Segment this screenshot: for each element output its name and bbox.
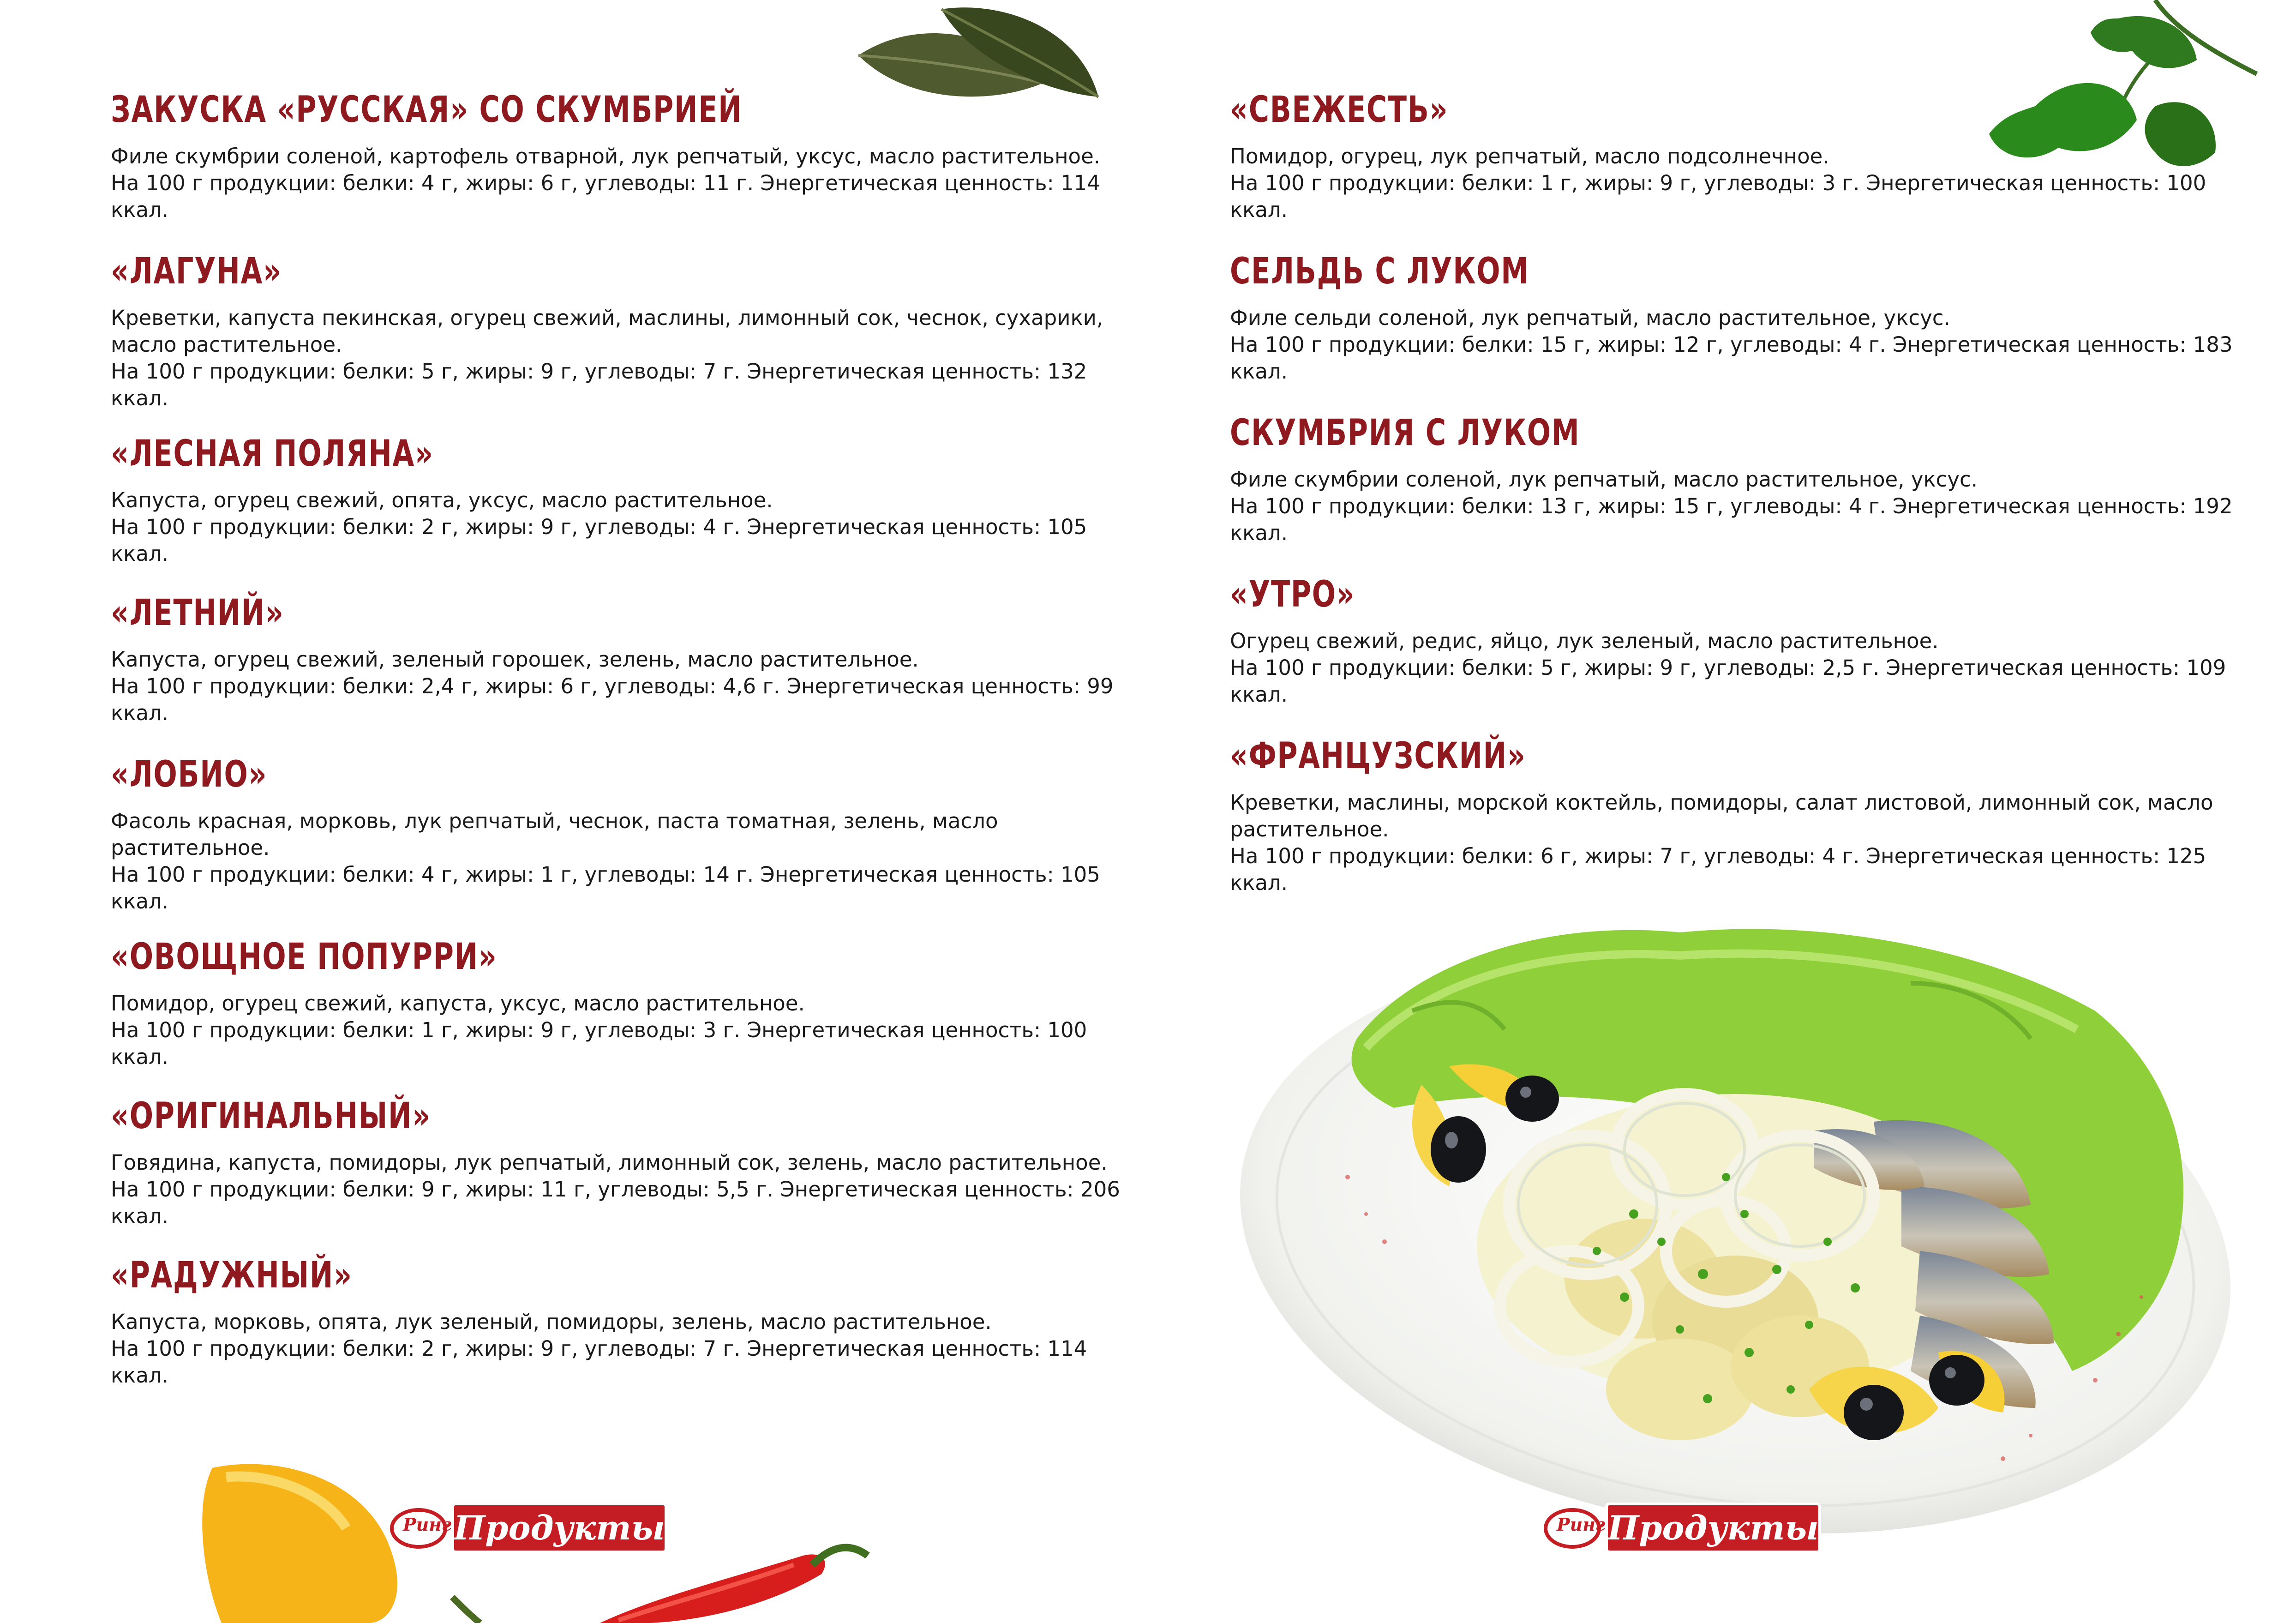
menu-item-ingredients: Филе скумбрии соленой, картофель отварной, лук репчатый, уксус, масло растительное. <box>111 144 1101 168</box>
menu-item-nutrition: На 100 г продукции: белки: 4 г, жиры: 6 г, углеводы: 11 г. Энергетическая ценность: 114 ккал. <box>111 171 1100 222</box>
menu-item-ingredients: Фасоль красная, морковь, лук репчатый, чеснок, паста томатная, зелень, масло растительное. <box>111 809 998 860</box>
brand-logo-left <box>390 1500 671 1556</box>
menu-item-title: «ЛЕТНИЙ» <box>111 592 284 634</box>
menu-item-nutrition: На 100 г продукции: белки: 13 г, жиры: 15 г, углеводы: 4 г. Энергетическая ценность: 192 ккал. <box>1230 494 2233 545</box>
menu-item <box>1230 572 2268 708</box>
menu-item-ingredients: Капуста, морковь, опята, лук зеленый, помидоры, зелень, масло растительное. <box>111 1310 992 1334</box>
menu-item-ingredients: Креветки, капуста пекинская, огурец свежий, маслины, лимонный сок, чеснок, сухарики, масло растительное. <box>111 306 1103 357</box>
ring-logo-text: Ринг <box>1557 1514 1606 1535</box>
menu-item <box>111 591 1149 727</box>
menu-item-nutrition: На 100 г продукции: белки: 5 г, жиры: 9 г, углеводы: 2,5 г. Энергетическая ценность: 109 ккал. <box>1230 655 2226 707</box>
menu-item <box>111 88 1149 223</box>
menu-item <box>1230 249 2268 385</box>
menu-item-ingredients: Филе скумбрии соленой, лук репчатый, масло растительное, уксус. <box>1230 467 1978 492</box>
menu-item <box>111 1094 1149 1230</box>
menu-item <box>111 752 1149 915</box>
menu-item <box>111 935 1149 1070</box>
produkty-logo-text: Продукты <box>454 1508 665 1547</box>
menu-item-nutrition: На 100 г продукции: белки: 15 г, жиры: 12 г, углеводы: 4 г. Энергетическая ценность: 183 ккал. <box>1230 332 2233 384</box>
menu-item-title: СЕЛЬДЬ С ЛУКОМ <box>1230 251 1530 292</box>
menu-item-nutrition: На 100 г продукции: белки: 1 г, жиры: 9 г, углеводы: 3 г. Энергетическая ценность: 100 ккал. <box>1230 171 2206 222</box>
menu-item <box>1230 734 2268 896</box>
menu-item-title: «ЛАГУНА» <box>111 251 282 292</box>
menu-item-title: «РАДУЖНЫЙ» <box>111 1255 353 1296</box>
menu-item-title: «ОРИГИНАЛЬНЫЙ» <box>111 1095 431 1137</box>
menu-item <box>111 432 1149 567</box>
menu-item-ingredients: Помидор, огурец свежий, капуста, уксус, масло растительное. <box>111 991 805 1016</box>
menu-item-ingredients: Креветки, маслины, морской коктейль, помидоры, салат листовой, лимонный сок, масло растительное. <box>1230 790 2213 842</box>
menu-item-nutrition: На 100 г продукции: белки: 2,4 г, жиры: 6 г, углеводы: 4,6 г. Энергетическая ценность: 99 ккал. <box>111 674 1114 725</box>
menu-item-ingredients: Говядина, капуста, помидоры, лук репчатый, лимонный сок, зелень, масло растительное. <box>111 1150 1108 1175</box>
herring-salad-plate-image <box>1218 891 2252 1556</box>
menu-item-title: «ФРАНЦУЗСКИЙ» <box>1230 735 1526 777</box>
brand-logo-right <box>1544 1500 1825 1556</box>
menu-item-nutrition: На 100 г продукции: белки: 9 г, жиры: 11 г, углеводы: 5,5 г. Энергетическая ценность: 206 ккал. <box>111 1177 1120 1228</box>
ring-logo-text: Ринг <box>403 1514 452 1535</box>
menu-item-title: «ЛЕСНАЯ ПОЛЯНА» <box>111 433 434 475</box>
menu-item-ingredients: Капуста, огурец свежий, опята, уксус, масло растительное. <box>111 488 773 512</box>
menu-item-title: ЗАКУСКА «РУССКАЯ» СО СКУМБРИЕЙ <box>111 89 743 131</box>
menu-item-title: «ЛОБИО» <box>111 754 268 795</box>
menu-item <box>111 249 1149 412</box>
menu-item-ingredients: Капуста, огурец свежий, зеленый горошек, зелень, масло растительное. <box>111 647 919 672</box>
menu-item-nutrition: На 100 г продукции: белки: 6 г, жиры: 7 г, углеводы: 4 г. Энергетическая ценность: 125 ккал. <box>1230 844 2206 895</box>
menu-item-title: «СВЕЖЕСТЬ» <box>1230 89 1449 131</box>
menu-item-title: «УТРО» <box>1230 574 1355 615</box>
menu-item-ingredients: Филе сельди соленой, лук репчатый, масло растительное, уксус. <box>1230 306 1950 330</box>
menu-item <box>1230 88 2268 223</box>
menu-item-ingredients: Помидор, огурец, лук репчатый, масло подсолнечное. <box>1230 144 1829 168</box>
menu-item <box>1230 411 2268 547</box>
menu-item-title: «ОВОЩНОЕ ПОПУРРИ» <box>111 936 498 978</box>
produkty-logo-text: Продукты <box>1607 1508 1819 1547</box>
menu-item-nutrition: На 100 г продукции: белки: 2 г, жиры: 9 г, углеводы: 4 г. Энергетическая ценность: 105 ккал. <box>111 515 1087 566</box>
menu-item-nutrition: На 100 г продукции: белки: 2 г, жиры: 9 г, углеводы: 7 г. Энергетическая ценность: 114 ккал. <box>111 1336 1087 1388</box>
menu-item-ingredients: Огурец свежий, редис, яйцо, лук зеленый, масло растительное. <box>1230 629 1939 653</box>
menu-item-nutrition: На 100 г продукции: белки: 1 г, жиры: 9 г, углеводы: 3 г. Энергетическая ценность: 100 ккал. <box>111 1018 1087 1069</box>
menu-item-title: СКУМБРИЯ С ЛУКОМ <box>1230 412 1580 454</box>
menu-item <box>111 1253 1149 1389</box>
menu-item-nutrition: На 100 г продукции: белки: 4 г, жиры: 1 г, углеводы: 14 г. Энергетическая ценность: 105 ккал. <box>111 862 1100 914</box>
menu-item-nutrition: На 100 г продукции: белки: 5 г, жиры: 9 г, углеводы: 7 г. Энергетическая ценность: 132 ккал. <box>111 359 1087 410</box>
